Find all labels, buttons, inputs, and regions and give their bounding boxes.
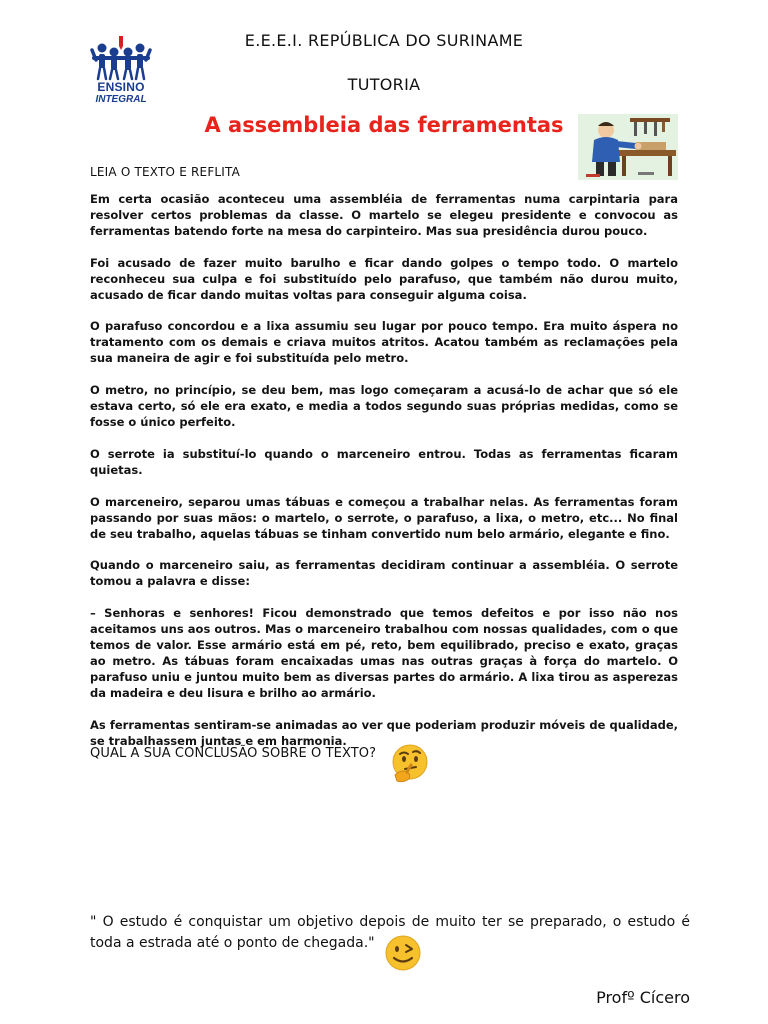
story-paragraph: As ferramentas sentiram-se animadas ao ver que poderiam produzir móveis de qualidade, se trabalhassem juntas e em harmonia. bbox=[90, 717, 678, 748]
carpenter-workshop-illustration bbox=[578, 114, 678, 180]
winking-face-icon bbox=[383, 933, 423, 973]
page-title: A assembleia das ferramentas bbox=[204, 113, 564, 137]
story-paragraph: O metro, no princípio, se deu bem, mas logo começaram a acusá-lo de achar que só ele estava certo, só ele era exato, e media a todos segundo suas próprias medidas, como se fosse o único perfeito. bbox=[90, 383, 678, 429]
story-paragraph: Em certa ocasião aconteceu uma assembléia de ferramentas numa carpintaria para resolver certos problemas da classe. O martelo se elegeu presidente e convocou as ferramentas batendo forte na mesa do carpinteiro. Mas sua presidência durou pouco. bbox=[90, 192, 678, 238]
story-paragraph: Quando o marceneiro saiu, as ferramentas decidiram continuar a assembléia. O serrote tomou a palavra e disse: bbox=[90, 558, 678, 589]
thinking-face-icon bbox=[387, 741, 433, 787]
story-paragraph: O marceneiro, separou umas tábuas e começou a trabalhar nelas. As ferramentas foram passando por suas mãos: o martelo, o serrote, o parafuso, a lixa, o metro, etc... No final de seu trabalho, aquelas tábuas se tinham convertido num belo armário, elegante e fino. bbox=[90, 494, 678, 541]
instruction-text: LEIA O TEXTO E REFLITA bbox=[90, 165, 241, 179]
closing-quote: " O estudo é conquistar um objetivo depois de muito ter se preparado, o estudo é toda a estrada até o ponto de chegada." bbox=[90, 914, 690, 951]
question-text: QUAL A SUA CONCLUSÃO SOBRE O TEXTO? bbox=[90, 746, 377, 761]
story-paragraph: O parafuso concordou e a lixa assumiu seu lugar por pouco tempo. Era muito áspera no tratamento com os demais e criava muitos atritos. Acatou também as reclamações pela sua maneira de agir e foi substituída pelo metro. bbox=[90, 319, 678, 366]
story-paragraph: Foi acusado de fazer muito barulho e ficar dando golpes o tempo todo. O martelo reconheceu sua culpa e foi substituído pelo parafuso, que também não durou muito, acusado de ficar dando muitas voltas para conseguir alguma coisa. bbox=[90, 255, 678, 302]
story-text bbox=[90, 192, 678, 765]
subject-heading: TUTORIA bbox=[347, 75, 421, 94]
teacher-signature: Profº Cícero bbox=[596, 988, 690, 1007]
logo-text-ensino: ENSINO bbox=[97, 80, 145, 94]
logo-text-integral: INTEGRAL bbox=[95, 94, 147, 105]
people-logo-icon bbox=[88, 36, 154, 82]
story-paragraph: – Senhoras e senhores! Ficou demonstrado que temos defeitos e por isso não nos aceitamos uns aos outros. Mas o marceneiro trabalhou com nossas qualidades, com o que temos de valor. Esse armário está em pé, reto, bem equilibrado, preciso e exato, graças ao metro. As tábuas foram encaixadas umas nas outras graças à força do martelo. O parafuso uniu e juntou muito bem as diversas partes do armário. A lixa tirou as asperezas da madeira e deu lisura e brilho ao armário. bbox=[90, 606, 678, 700]
school-name: E.E.E.I. REPÚBLICA DO SURINAME bbox=[244, 31, 524, 50]
ensino-integral-logo bbox=[88, 36, 154, 112]
story-paragraph: O serrote ia substituí-lo quando o marceneiro entrou. Todas as ferramentas ficaram quietas. bbox=[90, 446, 678, 477]
